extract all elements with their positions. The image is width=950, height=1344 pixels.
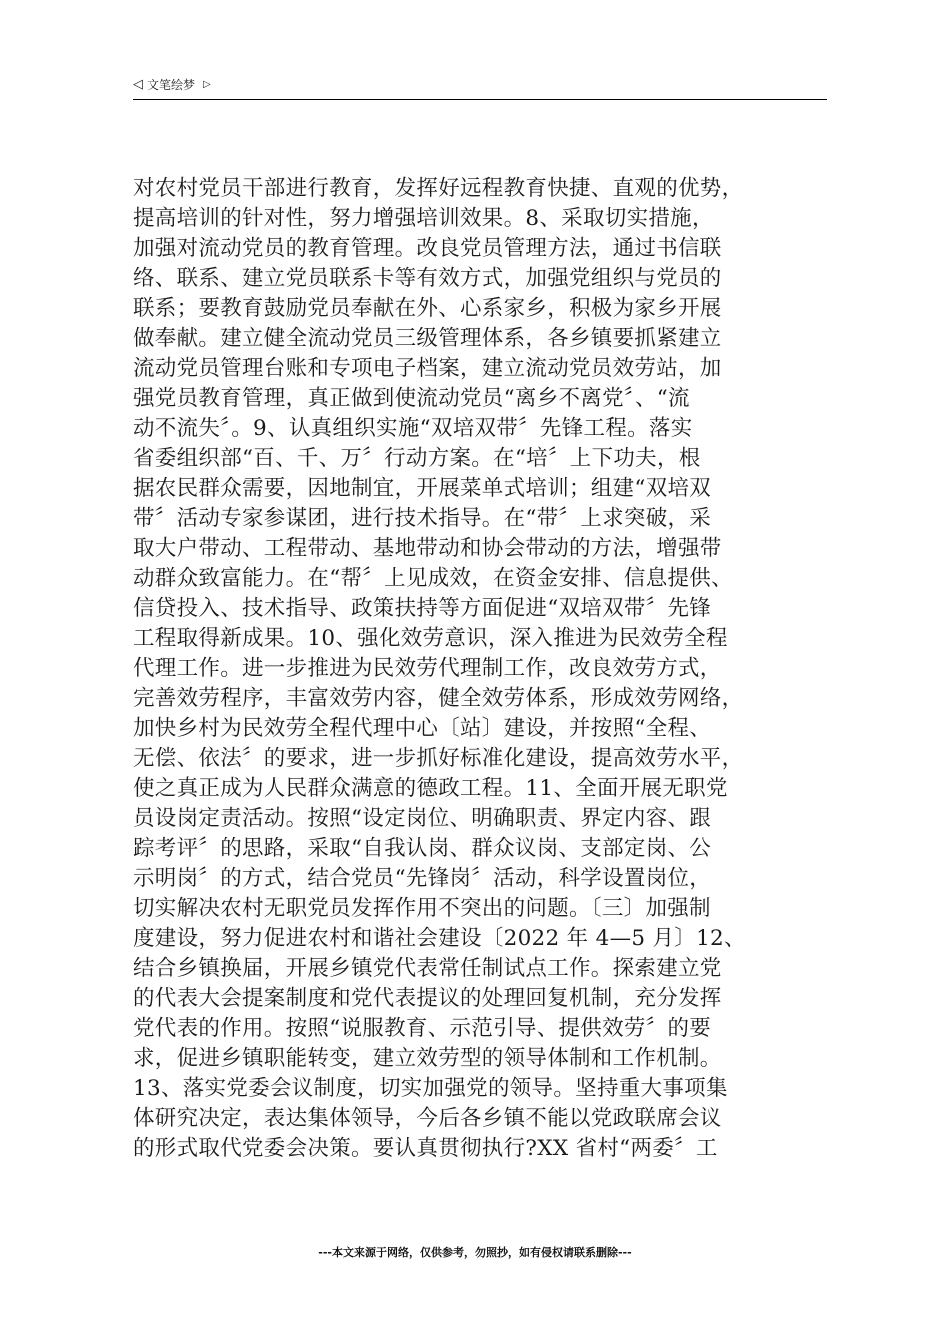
text-line: 13、落实党委会议制度，切实加强党的领导。坚持重大事项集 (133, 1076, 728, 1101)
text-line: 信贷投入、技术指导、政策扶持等方面促进“双培双带〞先锋 (133, 596, 712, 621)
text-line: 的形式取代党委会决策。要认真贯彻执行?XX 省村“两委〞工 (133, 1136, 718, 1161)
triangle-left-icon: ◁ (133, 77, 143, 92)
text-line: 提高培训的针对性，努力增强培训效果。8、采取切实措施， (133, 206, 714, 231)
text-line: 对农村党员干部进行教育，发挥好远程教育快捷、直观的优势， (133, 176, 744, 201)
header-title: 文笔绘梦 (147, 78, 196, 92)
document-body (133, 174, 833, 1164)
text-line: 加强对流动党员的教育管理。改良党员管理方法，通过书信联 (133, 236, 722, 261)
text-line: 示明岗〞的方式，结合党员“先锋岗〞活动，科学设置岗位， (133, 866, 712, 891)
header-brand (133, 76, 211, 93)
text-line: 据农民群众需要，因地制宜，开展菜单式培训；组建“双培双 (133, 476, 712, 501)
page-footer: ---本文来源于网络，仅供参考，勿照抄，如有侵权请联系删除--- (318, 1246, 632, 1259)
text-line: 体研究决定，表达集体领导，今后各乡镇不能以党政联席会议 (133, 1106, 722, 1131)
text-line: 动群众致富能力。在“帮〞上见成效，在资金安排、信息提供、 (133, 566, 733, 591)
text-line: 动不流失〞。9、认真组织实施“双培双带〞先锋工程。落实 (133, 416, 693, 441)
text-line: 完善效劳程序，丰富效劳内容，健全效劳体系，形成效劳网络， (133, 686, 744, 711)
text-line: 的代表大会提案制度和党代表提议的处理回复机制，充分发挥 (133, 986, 722, 1011)
text-line: 流动党员管理台账和专项电子档案，建立流动党员效劳站，加 (133, 356, 722, 381)
text-line: 求，促进乡镇职能转变，建立效劳型的领导体制和工作机制。 (133, 1046, 722, 1071)
text-line: 工程取得新成果。10、强化效劳意识，深入推进为民效劳全程 (133, 626, 728, 651)
text-line: 做奉献。建立健全流动党员三级管理体系，各乡镇要抓紧建立 (133, 326, 722, 351)
text-line: 取大户带动、工程带动、基地带动和协会带动的方法，增强带 (133, 536, 722, 561)
text-line: 切实解决农村无职党员发挥作用不突出的问题。〔三〕加强制 (133, 896, 711, 921)
text-line: 踪考评〞的思路，采取“自我认岗、群众议岗、支部定岗、公 (133, 836, 712, 861)
text-line: 度建设，努力促进农村和谐社会建设〔2022 年 4—5 月〕12、 (133, 926, 746, 951)
page-header (133, 74, 827, 100)
triangle-right-icon: ▷ (203, 79, 211, 90)
text-line: 使之真正成为人民群众满意的德政工程。11、全面开展无职党 (133, 776, 728, 801)
text-line: 强党员教育管理，真正做到使流动党员“离乡不离党〞、“流 (133, 386, 690, 411)
text-line: 加快乡村为民效劳全程代理中心〔站〕建设，并按照“全程、 (133, 716, 712, 741)
text-line: 络、联系、建立党员联系卡等有效方式，加强党组织与党员的 (133, 266, 722, 291)
text-line: 联系；要教育鼓励党员奉献在外、心系家乡，积极为家乡开展 (133, 296, 722, 321)
text-line: 无偿、依法〞的要求，进一步抓好标准化建设，提高效劳水平， (133, 746, 744, 771)
text-line: 结合乡镇换届，开展乡镇党代表常任制试点工作。探索建立党 (133, 956, 722, 981)
text-line: 代理工作。进一步推进为民效劳代理制工作，改良效劳方式， (133, 656, 722, 681)
text-line: 带〞活动专家参谋团，进行技术指导。在“带〞上求突破，采 (133, 506, 712, 531)
text-line: 员设岗定责活动。按照“设定岗位、明确职责、界定内容、跟 (133, 806, 712, 831)
text-line: 省委组织部“百、千、万〞行动方案。在“培〞上下功夫，根 (133, 446, 701, 471)
text-line: 党代表的作用。按照“说服教育、示范引导、提供效劳〞的要 (133, 1016, 712, 1041)
